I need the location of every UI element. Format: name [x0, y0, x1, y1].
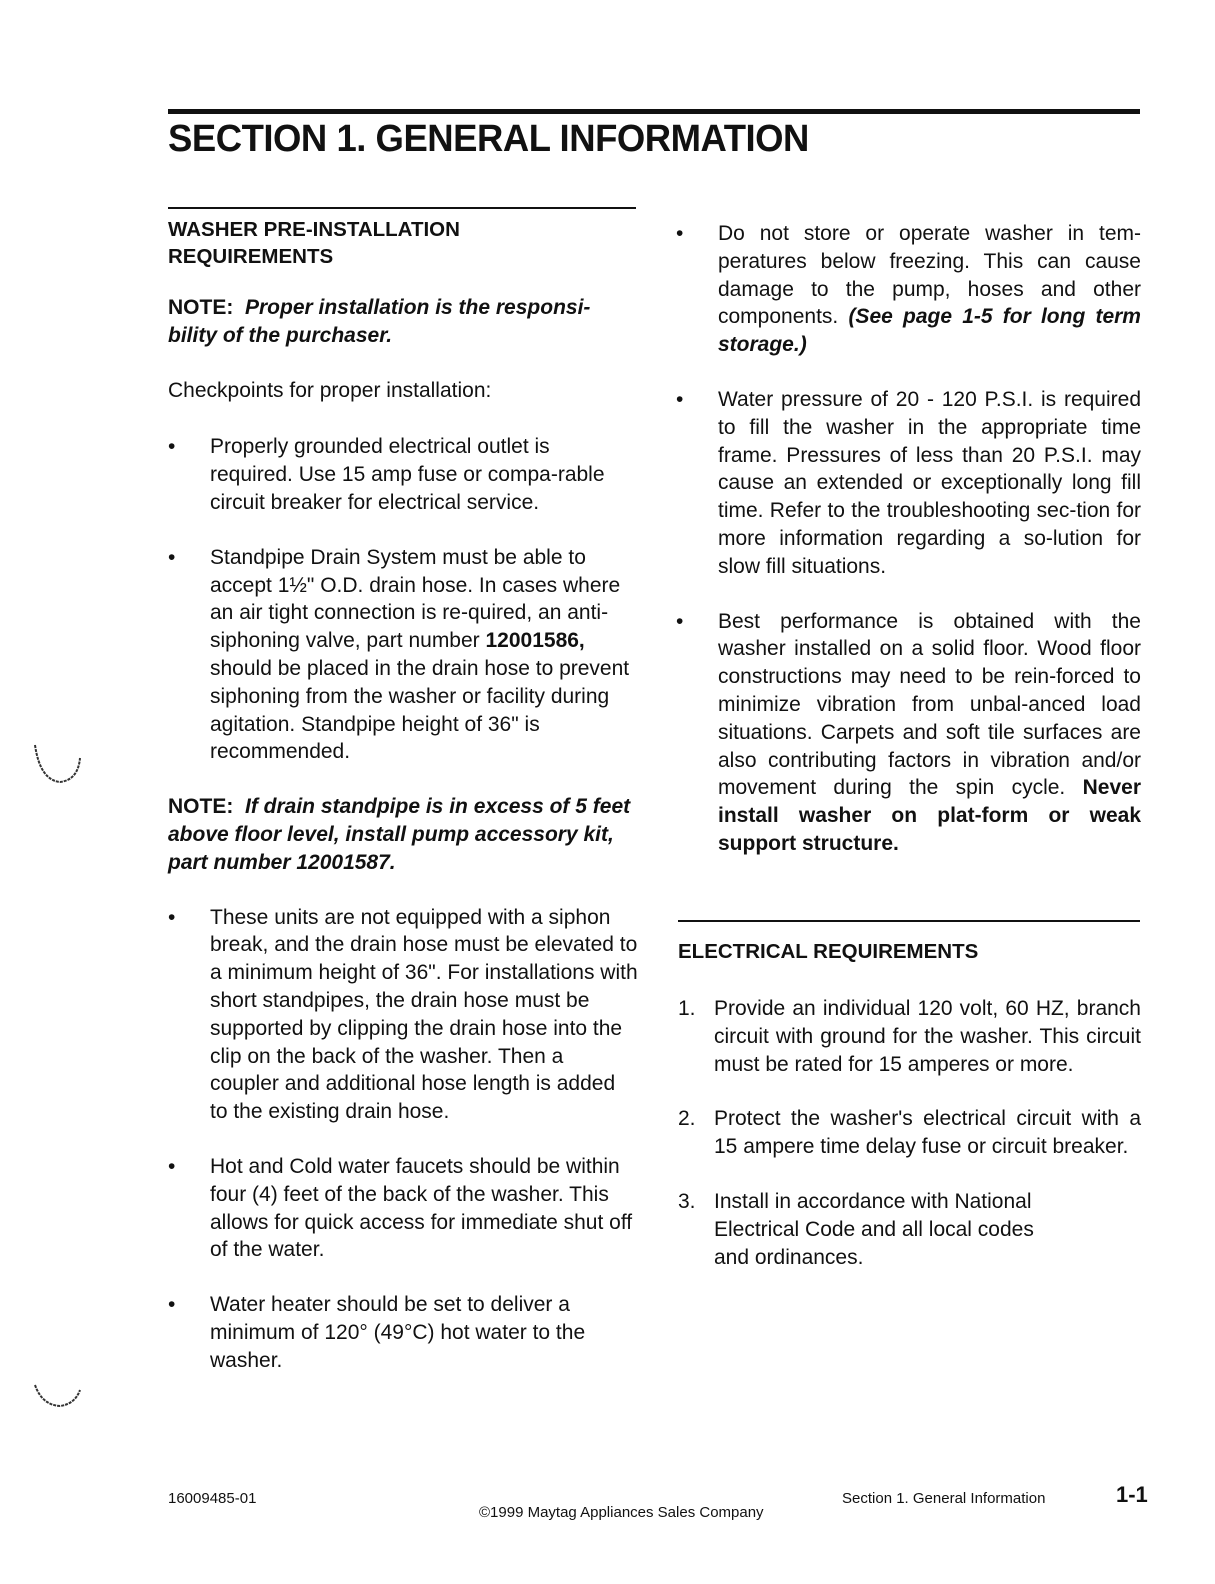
section-heading-electrical: ELECTRICAL REQUIREMENTS	[678, 940, 979, 963]
step-number: 2.	[678, 1107, 696, 1131]
bullet-icon: •	[676, 387, 684, 411]
footer-section-label: Section 1. General Information	[842, 1490, 1046, 1507]
title-rule	[168, 109, 1140, 114]
list-item	[676, 220, 1141, 359]
step-text: Provide an individual 120 volt, 60 HZ, branch circuit with ground for the washer. This circuit must be rated for 15 amperes or more.	[714, 997, 1141, 1076]
list-item	[168, 1291, 638, 1374]
bullet-icon: •	[676, 609, 684, 633]
text-run: Standpipe Drain System must be able to accept 1½" O.D. drain hose. In cases where an air tight connection is re-quired, an anti-siphoning valve, part number	[210, 545, 621, 653]
text-run: Do not store or operate washer in tem-peratures below freezing. This can cause damage to the pump, hoses and other components.	[718, 222, 1141, 329]
right-column	[676, 220, 1141, 858]
heading-line: WASHER PRE-INSTALLATION	[168, 218, 460, 241]
list-item	[678, 995, 1141, 1078]
note-text: If drain standpipe is in excess of 5 feet above floor level, install pump accessory kit, part number 12001587.	[168, 795, 631, 874]
note-label: NOTE:	[168, 795, 234, 819]
part-number: 12001586,	[485, 629, 585, 653]
scan-artifact-mark	[30, 1380, 90, 1420]
step-number: 3.	[678, 1189, 696, 1213]
page-title: SECTION 1. GENERAL INFORMATION	[168, 118, 809, 160]
footer-copyright: ©1999 Maytag Appliances Sales Company	[479, 1504, 764, 1521]
checkpoints-intro: Checkpoints for proper installation:	[168, 378, 492, 402]
bullet-text	[718, 220, 1141, 359]
page-reference: (See page 1-5 for long term storage.)	[718, 305, 1141, 357]
note-responsibility	[168, 294, 638, 350]
scan-artifact-mark	[30, 740, 90, 800]
list-item	[168, 1153, 638, 1264]
text-run: should be placed in the drain hose to prevent siphoning from the washer or facility during agitation. Standpipe height of 36" is recommended.	[210, 656, 630, 764]
warning-text: Never install washer on plat-form or weak support structure.	[718, 776, 1141, 855]
bullet-icon: •	[168, 1293, 176, 1317]
step-text: Install in accordance with National Electrical Code and all local codes and ordinances.	[714, 1189, 1034, 1269]
step-text: Protect the washer's electrical circuit with a 15 ampere time delay fuse or circuit breaker.	[714, 1107, 1141, 1159]
page-number: 1-1	[1116, 1482, 1148, 1507]
list-item	[676, 386, 1141, 581]
list-item	[676, 608, 1141, 858]
bullet-icon: •	[168, 1154, 176, 1178]
list-item	[168, 544, 638, 766]
bullet-icon: •	[168, 435, 176, 459]
bullet-icon: •	[168, 905, 176, 929]
note-standpipe	[168, 793, 638, 876]
bullet-icon: •	[676, 222, 684, 245]
footer-doc-number: 16009485-01	[168, 1490, 257, 1507]
list-item	[678, 1105, 1141, 1161]
step-number: 1.	[678, 997, 696, 1020]
bullet-text: These units are not equipped with a siphon break, and the drain hose must be elevated to a minimum height of 36". For installations with short standpipes, the drain hose must be supported by clipping the drain hose into the clip on the back of the washer. Then a coupler and additional hose length is added to the existing drain hose.	[210, 905, 638, 1124]
bullet-text: Properly grounded electrical outlet is required. Use 15 amp fuse or compa-rable circuit breaker for electrical service.	[210, 435, 605, 514]
note-text: Proper installation is the responsi-bility of the purchaser.	[168, 296, 591, 347]
list-item	[168, 433, 638, 516]
right-section-rule	[678, 920, 1140, 922]
left-section-rule	[168, 207, 636, 209]
bullet-text	[718, 608, 1141, 858]
section-heading-pre-installation	[168, 216, 638, 270]
bullet-text: Hot and Cold water faucets should be within four (4) feet of the back of the washer. This allows for quick access for immediate shut off of the water.	[210, 1154, 633, 1262]
list-item	[168, 904, 638, 1126]
text-run: Best performance is obtained with the washer installed on a solid floor. Wood floor constructions may need to be rein-forced to minimize vibration from unbal-anced load situations. Carpets and soft tile surfaces are also contributing factors in vibration and/or movement during the spin cycle.	[718, 609, 1141, 800]
left-column	[168, 216, 638, 1375]
bullet-text: Water pressure of 20 - 120 P.S.I. is required to fill the washer in the appropriate time frame. Pressures of less than 20 P.S.I. may cause an extended or exceptionally long fill time. Refer to the troubleshooting sec-tion for more information regarding a so-lution for slow fill situations.	[718, 387, 1141, 578]
bullet-icon: •	[168, 545, 176, 569]
note-label: NOTE:	[168, 296, 234, 319]
heading-line: REQUIREMENTS	[168, 245, 334, 268]
bullet-text	[210, 544, 638, 766]
list-item	[678, 1188, 1141, 1271]
electrical-section	[678, 938, 1141, 1271]
bullet-text: Water heater should be set to deliver a minimum of 120° (49°C) hot water to the washer.	[210, 1293, 586, 1372]
